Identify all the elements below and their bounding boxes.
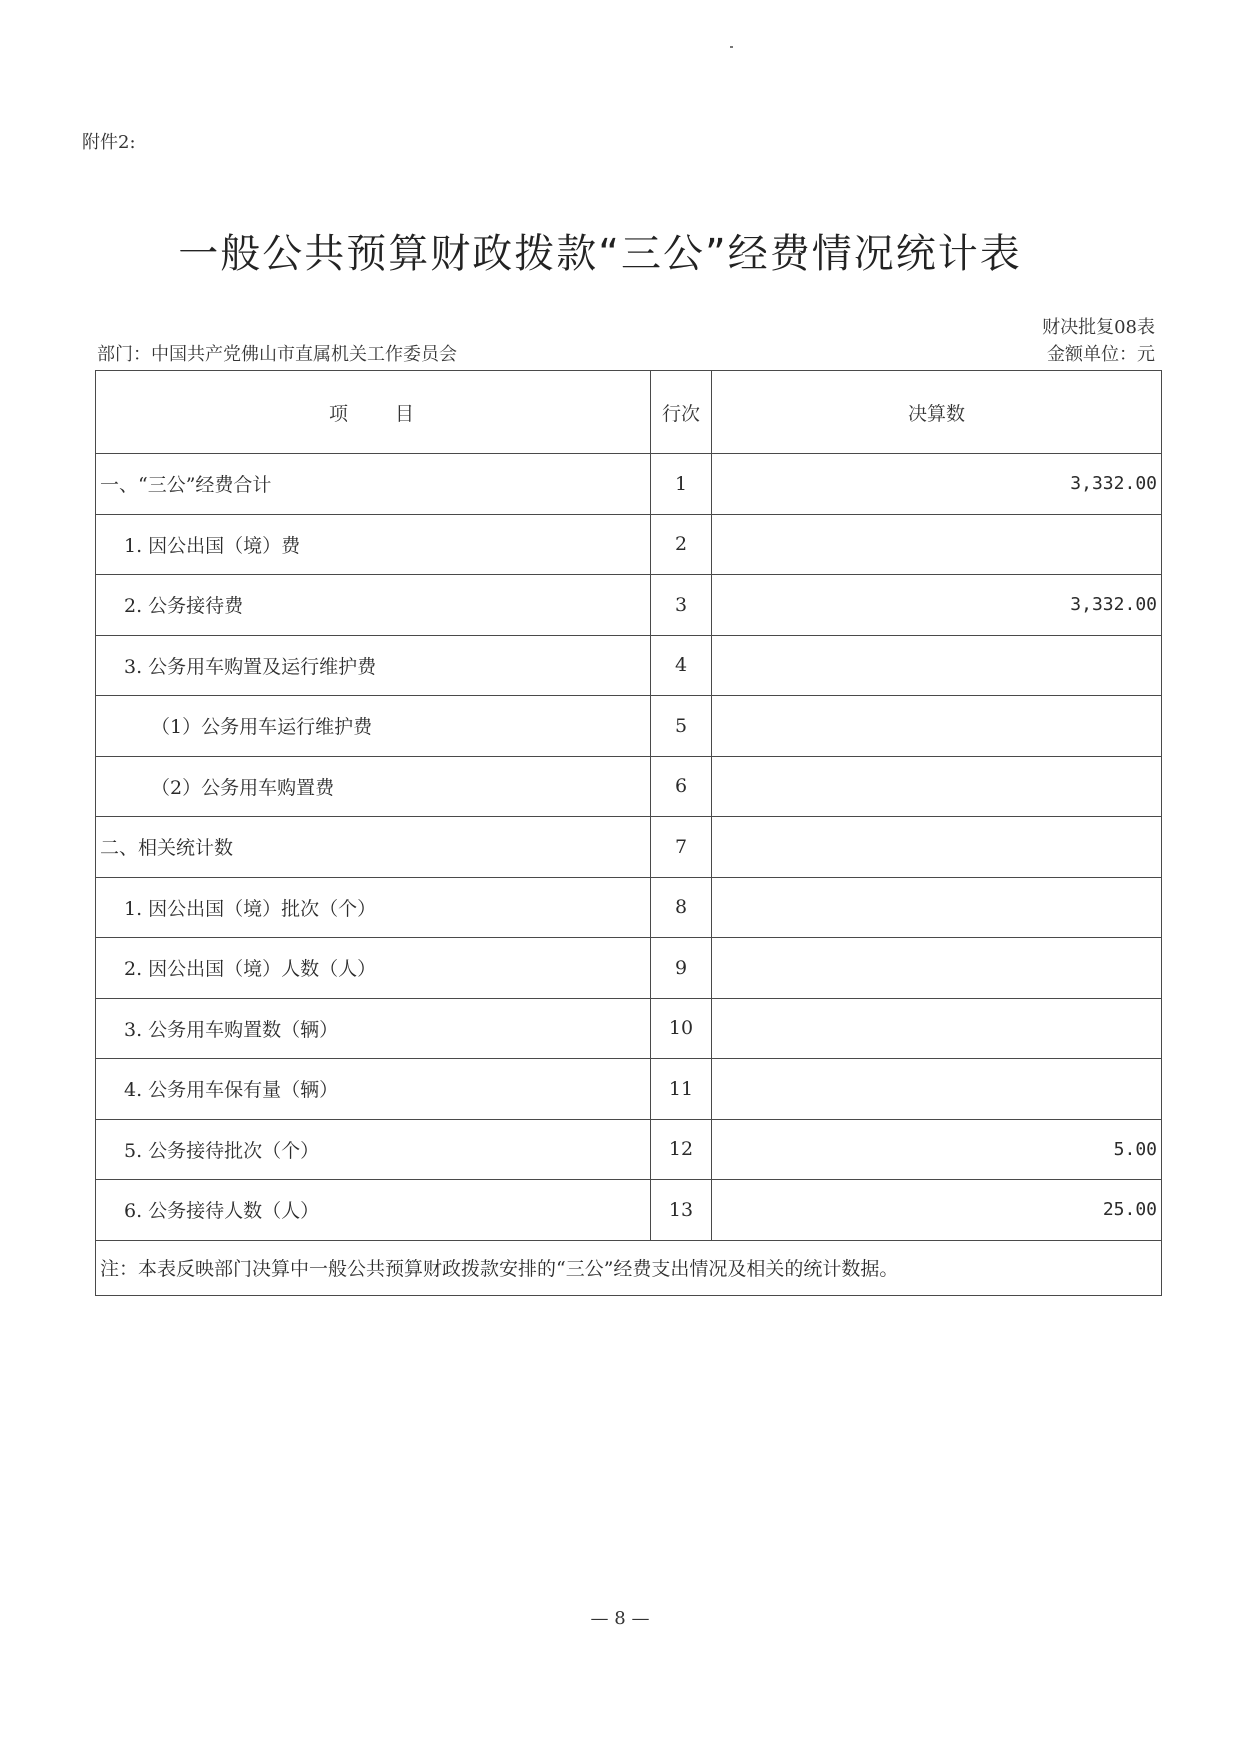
table-row xyxy=(96,998,1162,1059)
row-item: （2）公务用车购置费 xyxy=(96,756,651,817)
row-item: 1. 因公出国（境）费 xyxy=(96,514,651,575)
row-item: 2. 因公出国（境）人数（人） xyxy=(96,938,651,999)
row-amount xyxy=(712,696,1162,757)
row-amount xyxy=(712,635,1162,696)
row-number: 2 xyxy=(651,514,712,575)
table-row xyxy=(96,575,1162,636)
table-row xyxy=(96,877,1162,938)
row-number: 6 xyxy=(651,756,712,817)
row-amount xyxy=(712,998,1162,1059)
header-row-no: 行次 xyxy=(651,371,712,454)
table-row xyxy=(96,635,1162,696)
table-row xyxy=(96,1119,1162,1180)
row-amount xyxy=(712,938,1162,999)
row-number: 7 xyxy=(651,817,712,878)
row-number: 3 xyxy=(651,575,712,636)
row-amount xyxy=(712,817,1162,878)
unit-label: 金额单位：元 xyxy=(1047,344,1155,365)
header-item: 项 目 xyxy=(96,371,651,454)
row-item: 二、相关统计数 xyxy=(96,817,651,878)
form-code: 财决批复08表 xyxy=(1042,317,1155,338)
table-note: 注：本表反映部门决算中一般公共预算财政拨款安排的“三公”经费支出情况及相关的统计数据。 xyxy=(96,1240,1162,1295)
form-meta xyxy=(1042,314,1155,368)
row-item: 6. 公务接待人数（人） xyxy=(96,1180,651,1241)
table-header-row xyxy=(96,371,1162,454)
row-amount: 3,332.00 xyxy=(712,575,1162,636)
document-title: 一般公共预算财政拨款“三公”经费情况统计表 xyxy=(178,231,1022,277)
table-note-row xyxy=(96,1240,1162,1295)
table-row xyxy=(96,1059,1162,1120)
row-item: （1）公务用车运行维护费 xyxy=(96,696,651,757)
scan-speck xyxy=(730,46,733,48)
row-amount xyxy=(712,877,1162,938)
row-number: 1 xyxy=(651,454,712,515)
statistics-table-container xyxy=(95,370,1162,1296)
row-amount: 5.00 xyxy=(712,1119,1162,1180)
page-number: — 8 — xyxy=(590,1608,650,1629)
row-item: 1. 因公出国（境）批次（个） xyxy=(96,877,651,938)
row-item: 2. 公务接待费 xyxy=(96,575,651,636)
row-number: 12 xyxy=(651,1119,712,1180)
row-item: 一、“三公”经费合计 xyxy=(96,454,651,515)
row-item: 3. 公务用车购置及运行维护费 xyxy=(96,635,651,696)
row-number: 11 xyxy=(651,1059,712,1120)
table-row xyxy=(96,454,1162,515)
statistics-table xyxy=(95,370,1162,1296)
row-number: 4 xyxy=(651,635,712,696)
row-number: 5 xyxy=(651,696,712,757)
row-amount: 25.00 xyxy=(712,1180,1162,1241)
header-amount: 决算数 xyxy=(712,371,1162,454)
table-row xyxy=(96,696,1162,757)
row-amount xyxy=(712,756,1162,817)
attachment-label: 附件2: xyxy=(82,132,136,153)
row-number: 10 xyxy=(651,998,712,1059)
row-item: 4. 公务用车保有量（辆） xyxy=(96,1059,651,1120)
table-row xyxy=(96,1180,1162,1241)
table-row xyxy=(96,514,1162,575)
row-amount xyxy=(712,514,1162,575)
department-label: 部门：中国共产党佛山市直属机关工作委员会 xyxy=(97,344,457,365)
row-item: 3. 公务用车购置数（辆） xyxy=(96,998,651,1059)
table-row xyxy=(96,817,1162,878)
row-number: 8 xyxy=(651,877,712,938)
row-number: 13 xyxy=(651,1180,712,1241)
row-amount: 3,332.00 xyxy=(712,454,1162,515)
table-row xyxy=(96,756,1162,817)
row-item: 5. 公务接待批次（个） xyxy=(96,1119,651,1180)
table-row xyxy=(96,938,1162,999)
row-amount xyxy=(712,1059,1162,1120)
row-number: 9 xyxy=(651,938,712,999)
